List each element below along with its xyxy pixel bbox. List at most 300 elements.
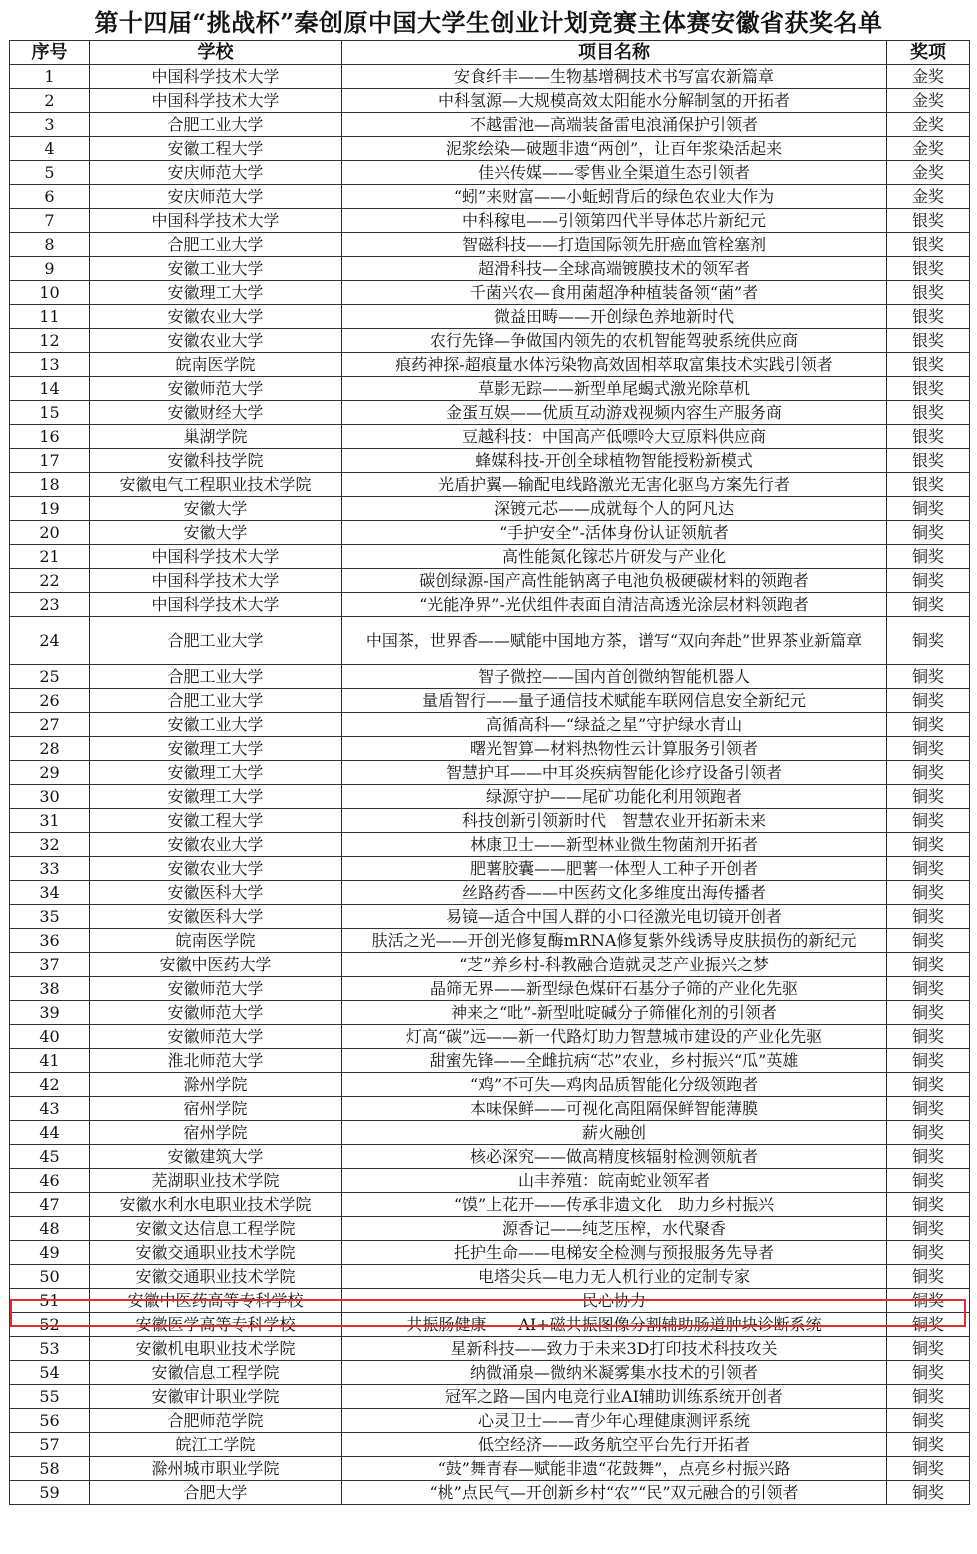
table-row [10, 569, 970, 593]
row-school: 淮北师范大学 [90, 1049, 342, 1073]
table-row [10, 1217, 970, 1241]
table-row [10, 617, 970, 665]
row-number: 48 [10, 1217, 90, 1241]
row-project: 托护生命——电梯安全检测与预报服务先导者 [342, 1241, 887, 1265]
table-row [10, 1433, 970, 1457]
header-row [10, 41, 970, 65]
row-school: 中国科学技术大学 [90, 209, 342, 233]
row-school: 安徽理工大学 [90, 281, 342, 305]
table-row [10, 593, 970, 617]
table-row [10, 161, 970, 185]
row-award: 铜奖 [887, 1457, 970, 1481]
row-number: 41 [10, 1049, 90, 1073]
row-number: 38 [10, 977, 90, 1001]
row-number: 57 [10, 1433, 90, 1457]
row-school: 安徽农业大学 [90, 833, 342, 857]
row-number: 8 [10, 233, 90, 257]
row-award: 铜奖 [887, 569, 970, 593]
table-row [10, 833, 970, 857]
table-row [10, 353, 970, 377]
row-number: 40 [10, 1025, 90, 1049]
row-award: 银奖 [887, 401, 970, 425]
row-award: 铜奖 [887, 1313, 970, 1337]
table-row [10, 329, 970, 353]
row-school: 中国科学技术大学 [90, 593, 342, 617]
row-award: 铜奖 [887, 1265, 970, 1289]
row-school: 安徽师范大学 [90, 1025, 342, 1049]
row-award: 铜奖 [887, 1289, 970, 1313]
row-school: 合肥工业大学 [90, 233, 342, 257]
row-project: 肤活之光——开创光修复酶mRNA修复紫外线诱导皮肤损伤的新纪元 [342, 929, 887, 953]
row-number: 2 [10, 89, 90, 113]
row-project: 甜蜜先锋——全雌抗病“芯”农业，乡村振兴“瓜”英雄 [342, 1049, 887, 1073]
row-school: 安徽理工大学 [90, 761, 342, 785]
row-award: 银奖 [887, 329, 970, 353]
table-row [10, 1313, 970, 1337]
row-project: 核必深究——做高精度核辐射检测领航者 [342, 1145, 887, 1169]
row-project: “桃”点民气—开创新乡村“农”“民”双元融合的引领者 [342, 1481, 887, 1505]
row-project: 千菌兴农—食用菌超净种植装备领“菌”者 [342, 281, 887, 305]
row-project: 佳兴传媒——零售业全渠道生态引领者 [342, 161, 887, 185]
row-number: 37 [10, 953, 90, 977]
row-number: 36 [10, 929, 90, 953]
row-award: 铜奖 [887, 737, 970, 761]
row-number: 46 [10, 1169, 90, 1193]
row-award: 银奖 [887, 377, 970, 401]
row-project: 绿源守护——尾矿功能化利用领跑者 [342, 785, 887, 809]
table-row [10, 1001, 970, 1025]
row-school: 安徽师范大学 [90, 377, 342, 401]
row-project: 微益田畴——开创绿色养地新时代 [342, 305, 887, 329]
row-award: 铜奖 [887, 881, 970, 905]
row-number: 27 [10, 713, 90, 737]
table-row [10, 401, 970, 425]
table-row [10, 1169, 970, 1193]
row-project: 不越雷池—高端装备雷电浪涌保护引领者 [342, 113, 887, 137]
row-school: 安徽农业大学 [90, 329, 342, 353]
row-project: 豆越科技：中国高产低嘌呤大豆原料供应商 [342, 425, 887, 449]
row-number: 9 [10, 257, 90, 281]
row-number: 23 [10, 593, 90, 617]
row-school: 皖江工学院 [90, 1433, 342, 1457]
table-header [10, 41, 970, 65]
table-row [10, 377, 970, 401]
row-project: 晶筛无界——新型绿色煤矸石基分子筛的产业化先驱 [342, 977, 887, 1001]
table-row [10, 905, 970, 929]
row-school: 安徽财经大学 [90, 401, 342, 425]
row-award: 铜奖 [887, 713, 970, 737]
row-number: 47 [10, 1193, 90, 1217]
row-award: 铜奖 [887, 1433, 970, 1457]
row-school: 滁州城市职业学院 [90, 1457, 342, 1481]
row-award: 铜奖 [887, 833, 970, 857]
header-project: 项目名称 [342, 41, 887, 65]
row-award: 银奖 [887, 473, 970, 497]
row-number: 51 [10, 1289, 90, 1313]
table-row [10, 185, 970, 209]
row-award: 铜奖 [887, 1409, 970, 1433]
row-project: 共振肠健康——AI+磁共振图像分割辅助肠道肿块诊断系统 [342, 1313, 887, 1337]
row-school: 安徽水利水电职业技术学院 [90, 1193, 342, 1217]
table-row [10, 1457, 970, 1481]
row-number: 24 [10, 617, 90, 665]
table-row [10, 929, 970, 953]
table-row [10, 545, 970, 569]
row-school: 安徽交通职业技术学院 [90, 1265, 342, 1289]
table-row [10, 1049, 970, 1073]
row-school: 安徽医学高等专科学校 [90, 1313, 342, 1337]
row-school: 安徽审计职业学院 [90, 1385, 342, 1409]
row-number: 33 [10, 857, 90, 881]
row-number: 54 [10, 1361, 90, 1385]
row-project: 曙光智算—材料热物性云计算服务引领者 [342, 737, 887, 761]
row-award: 金奖 [887, 65, 970, 89]
row-project: 智磁科技——打造国际领先肝癌血管栓塞剂 [342, 233, 887, 257]
row-school: 合肥工业大学 [90, 617, 342, 665]
row-number: 32 [10, 833, 90, 857]
row-project: 易镜—适合中国人群的小口径激光电切镜开创者 [342, 905, 887, 929]
row-award: 铜奖 [887, 953, 970, 977]
row-award: 铜奖 [887, 497, 970, 521]
row-award: 铜奖 [887, 665, 970, 689]
awards-table [9, 40, 970, 1505]
row-project: 光盾护翼—输配电线路激光无害化驱鸟方案先行者 [342, 473, 887, 497]
row-school: 安徽理工大学 [90, 785, 342, 809]
row-number: 59 [10, 1481, 90, 1505]
table-row [10, 305, 970, 329]
row-number: 28 [10, 737, 90, 761]
table-row [10, 1073, 970, 1097]
row-school: 中国科学技术大学 [90, 569, 342, 593]
row-school: 安徽建筑大学 [90, 1145, 342, 1169]
row-school: 安徽工程大学 [90, 809, 342, 833]
row-award: 银奖 [887, 233, 970, 257]
row-number: 29 [10, 761, 90, 785]
table-row [10, 1097, 970, 1121]
row-number: 11 [10, 305, 90, 329]
table-row [10, 1121, 970, 1145]
row-award: 铜奖 [887, 1121, 970, 1145]
row-project: “手护安全”-活体身份认证领航者 [342, 521, 887, 545]
row-award: 铜奖 [887, 1097, 970, 1121]
row-number: 44 [10, 1121, 90, 1145]
row-project: 中科稼电——引领第四代半导体芯片新纪元 [342, 209, 887, 233]
row-project: “蚓”来财富——小蚯蚓背后的绿色农业大作为 [342, 185, 887, 209]
row-school: 安徽机电职业技术学院 [90, 1337, 342, 1361]
row-school: 安徽大学 [90, 521, 342, 545]
row-number: 14 [10, 377, 90, 401]
row-project: 中科氢源—大规模高效太阳能水分解制氢的开拓者 [342, 89, 887, 113]
row-school: 安徽医科大学 [90, 881, 342, 905]
row-number: 52 [10, 1313, 90, 1337]
row-project: 智子微控——国内首创微纳智能机器人 [342, 665, 887, 689]
row-award: 铜奖 [887, 785, 970, 809]
row-project: 农行先锋—争做国内领先的农机智能驾驶系统供应商 [342, 329, 887, 353]
row-project: 科技创新引领新时代 智慧农业开拓新未来 [342, 809, 887, 833]
table-row [10, 761, 970, 785]
row-school: 合肥师范学院 [90, 1409, 342, 1433]
row-award: 铜奖 [887, 1481, 970, 1505]
row-project: 安食纤丰——生物基增稠技术书写富农新篇章 [342, 65, 887, 89]
row-award: 铜奖 [887, 1025, 970, 1049]
row-project: “鸡”不可失—鸡肉品质智能化分级领跑者 [342, 1073, 887, 1097]
row-school: 安徽中医药高等专科学校 [90, 1289, 342, 1313]
row-project: 中国茶，世界香——赋能中国地方茶，谱写“双向奔赴”世界茶业新篇章 [342, 617, 887, 665]
table-row [10, 809, 970, 833]
row-award: 铜奖 [887, 1145, 970, 1169]
table-row [10, 1337, 970, 1361]
table-body [10, 65, 970, 1505]
row-number: 13 [10, 353, 90, 377]
row-number: 6 [10, 185, 90, 209]
table-row [10, 113, 970, 137]
table-row [10, 1409, 970, 1433]
row-award: 金奖 [887, 137, 970, 161]
row-award: 铜奖 [887, 1073, 970, 1097]
row-number: 20 [10, 521, 90, 545]
row-award: 银奖 [887, 305, 970, 329]
row-award: 铜奖 [887, 761, 970, 785]
table-row [10, 209, 970, 233]
table-row [10, 665, 970, 689]
table-row [10, 1481, 970, 1505]
row-school: 安徽工业大学 [90, 257, 342, 281]
row-school: 合肥大学 [90, 1481, 342, 1505]
table-row [10, 89, 970, 113]
row-award: 铜奖 [887, 929, 970, 953]
row-award: 铜奖 [887, 1049, 970, 1073]
row-number: 39 [10, 1001, 90, 1025]
row-school: 安徽师范大学 [90, 977, 342, 1001]
row-project: 超滑科技—全球高端镀膜技术的领军者 [342, 257, 887, 281]
row-award: 金奖 [887, 89, 970, 113]
row-award: 铜奖 [887, 1169, 970, 1193]
row-project: 智慧护耳——中耳炎疾病智能化诊疗设备引领者 [342, 761, 887, 785]
row-number: 34 [10, 881, 90, 905]
row-project: 薪火融创 [342, 1121, 887, 1145]
table-row [10, 425, 970, 449]
row-award: 铜奖 [887, 1385, 970, 1409]
row-project: 草影无踪——新型单尾蝎式激光除草机 [342, 377, 887, 401]
row-number: 3 [10, 113, 90, 137]
row-number: 12 [10, 329, 90, 353]
row-number: 58 [10, 1457, 90, 1481]
row-number: 15 [10, 401, 90, 425]
row-project: 金蛋互娱——优质互动游戏视频内容生产服务商 [342, 401, 887, 425]
row-school: 安庆师范大学 [90, 161, 342, 185]
table-row [10, 785, 970, 809]
row-award: 铜奖 [887, 1361, 970, 1385]
table-row [10, 1289, 970, 1313]
row-project: 高循高科—“绿益之星”守护绿水青山 [342, 713, 887, 737]
row-number: 35 [10, 905, 90, 929]
row-number: 43 [10, 1097, 90, 1121]
row-school: 安徽医科大学 [90, 905, 342, 929]
row-project: 泥浆绘染—破题非遗“两创”，让百年浆染活起来 [342, 137, 887, 161]
row-school: 安徽师范大学 [90, 1001, 342, 1025]
row-school: 芜湖职业技术学院 [90, 1169, 342, 1193]
row-number: 53 [10, 1337, 90, 1361]
row-school: 安徽文达信息工程学院 [90, 1217, 342, 1241]
row-award: 铜奖 [887, 1241, 970, 1265]
row-award: 铜奖 [887, 1001, 970, 1025]
row-number: 26 [10, 689, 90, 713]
row-project: “芝”养乡村-科教融合造就灵芝产业振兴之梦 [342, 953, 887, 977]
row-school: 安徽电气工程职业技术学院 [90, 473, 342, 497]
row-number: 21 [10, 545, 90, 569]
table-row [10, 1241, 970, 1265]
row-award: 金奖 [887, 185, 970, 209]
row-number: 45 [10, 1145, 90, 1169]
table-row [10, 857, 970, 881]
row-award: 银奖 [887, 281, 970, 305]
row-project: 灯高“碳”远——新一代路灯助力智慧城市建设的产业化先驱 [342, 1025, 887, 1049]
row-number: 4 [10, 137, 90, 161]
row-number: 5 [10, 161, 90, 185]
row-project: 量盾智行——量子通信技术赋能车联网信息安全新纪元 [342, 689, 887, 713]
row-project: 民心协力 [342, 1289, 887, 1313]
row-project: “鼓”舞青春—赋能非遗“花鼓舞”，点亮乡村振兴路 [342, 1457, 887, 1481]
row-school: 安徽农业大学 [90, 857, 342, 881]
row-school: 合肥工业大学 [90, 665, 342, 689]
row-number: 10 [10, 281, 90, 305]
row-award: 银奖 [887, 353, 970, 377]
page-title: 第十四届“挑战杯”秦创原中国大学生创业计划竞赛主体赛安徽省获奖名单 [94, 7, 883, 37]
header-number: 序号 [10, 41, 90, 65]
row-project: 肥薯胶囊——肥薯一体型人工种子开创者 [342, 857, 887, 881]
table-row [10, 1193, 970, 1217]
row-project: 神来之“吡”-新型吡啶碱分子筛催化剂的引领者 [342, 1001, 887, 1025]
row-school: 安徽理工大学 [90, 737, 342, 761]
row-award: 银奖 [887, 257, 970, 281]
table-row [10, 233, 970, 257]
table-row [10, 713, 970, 737]
row-project: 电塔尖兵—电力无人机行业的定制专家 [342, 1265, 887, 1289]
row-award: 金奖 [887, 161, 970, 185]
row-award: 铜奖 [887, 1217, 970, 1241]
row-number: 25 [10, 665, 90, 689]
row-award: 铜奖 [887, 545, 970, 569]
row-number: 49 [10, 1241, 90, 1265]
row-school: 合肥工业大学 [90, 113, 342, 137]
table-row [10, 977, 970, 1001]
row-project: “光能净界”-光伏组件表面自清洁高透光涂层材料领跑者 [342, 593, 887, 617]
row-project: 冠军之路—国内电竞行业AI辅助训练系统开创者 [342, 1385, 887, 1409]
row-award: 铜奖 [887, 689, 970, 713]
row-school: 安徽交通职业技术学院 [90, 1241, 342, 1265]
header-school: 学校 [90, 41, 342, 65]
row-award: 铜奖 [887, 977, 970, 1001]
row-award: 铜奖 [887, 1193, 970, 1217]
row-award: 铜奖 [887, 521, 970, 545]
row-number: 7 [10, 209, 90, 233]
row-project: 林康卫士——新型林业微生物菌剂开拓者 [342, 833, 887, 857]
table-row [10, 257, 970, 281]
row-award: 铜奖 [887, 809, 970, 833]
table-row [10, 1145, 970, 1169]
table-row [10, 521, 970, 545]
row-project: 纳微涌泉—微纳米凝雾集水技术的引领者 [342, 1361, 887, 1385]
table-row [10, 953, 970, 977]
row-project: 低空经济——政务航空平台先行开拓者 [342, 1433, 887, 1457]
row-number: 30 [10, 785, 90, 809]
row-number: 16 [10, 425, 90, 449]
table-row [10, 1265, 970, 1289]
row-number: 22 [10, 569, 90, 593]
row-school: 宿州学院 [90, 1121, 342, 1145]
table-row [10, 473, 970, 497]
table-row [10, 1361, 970, 1385]
row-school: 安徽工程大学 [90, 137, 342, 161]
row-number: 19 [10, 497, 90, 521]
row-project: 碳创绿源-国产高性能钠离子电池负极硬碳材料的领跑者 [342, 569, 887, 593]
row-number: 55 [10, 1385, 90, 1409]
table-row [10, 689, 970, 713]
row-number: 17 [10, 449, 90, 473]
row-school: 安徽科技学院 [90, 449, 342, 473]
table-row [10, 65, 970, 89]
row-school: 中国科学技术大学 [90, 545, 342, 569]
row-project: 丝路药香——中医药文化多维度出海传播者 [342, 881, 887, 905]
row-school: 中国科学技术大学 [90, 89, 342, 113]
row-number: 1 [10, 65, 90, 89]
row-award: 铜奖 [887, 617, 970, 665]
row-project: 星新科技——致力于未来3D打印技术科技攻关 [342, 1337, 887, 1361]
row-school: 合肥工业大学 [90, 689, 342, 713]
row-project: 山丰养殖：皖南蛇业领军者 [342, 1169, 887, 1193]
row-project: 源香记——纯芝压榨，水代聚香 [342, 1217, 887, 1241]
row-number: 42 [10, 1073, 90, 1097]
row-award: 铜奖 [887, 905, 970, 929]
header-award: 奖项 [887, 41, 970, 65]
row-number: 31 [10, 809, 90, 833]
row-award: 铜奖 [887, 857, 970, 881]
row-project: “馍”上花开——传承非遗文化 助力乡村振兴 [342, 1193, 887, 1217]
row-award: 银奖 [887, 425, 970, 449]
row-school: 巢湖学院 [90, 425, 342, 449]
table-row [10, 881, 970, 905]
row-school: 安徽中医药大学 [90, 953, 342, 977]
row-school: 皖南医学院 [90, 929, 342, 953]
row-number: 56 [10, 1409, 90, 1433]
row-school: 安徽大学 [90, 497, 342, 521]
row-project: 痕药神探-超痕量水体污染物高效固相萃取富集技术实践引领者 [342, 353, 887, 377]
table-row [10, 1385, 970, 1409]
row-project: 本味保鲜——可视化高阻隔保鲜智能薄膜 [342, 1097, 887, 1121]
row-school: 安徽农业大学 [90, 305, 342, 329]
table-row [10, 281, 970, 305]
row-school: 皖南医学院 [90, 353, 342, 377]
row-award: 铜奖 [887, 593, 970, 617]
row-award: 银奖 [887, 209, 970, 233]
row-number: 18 [10, 473, 90, 497]
row-award: 金奖 [887, 113, 970, 137]
table-row [10, 497, 970, 521]
row-project: 心灵卫士——青少年心理健康测评系统 [342, 1409, 887, 1433]
row-project: 高性能氮化镓芯片研发与产业化 [342, 545, 887, 569]
table-row [10, 737, 970, 761]
row-school: 宿州学院 [90, 1097, 342, 1121]
row-award: 铜奖 [887, 1337, 970, 1361]
table-row [10, 1025, 970, 1049]
table-row [10, 137, 970, 161]
row-number: 50 [10, 1265, 90, 1289]
row-school: 安徽信息工程学院 [90, 1361, 342, 1385]
row-project: 深镀元芯——成就每个人的阿凡达 [342, 497, 887, 521]
row-school: 滁州学院 [90, 1073, 342, 1097]
row-school: 安庆师范大学 [90, 185, 342, 209]
row-school: 中国科学技术大学 [90, 65, 342, 89]
